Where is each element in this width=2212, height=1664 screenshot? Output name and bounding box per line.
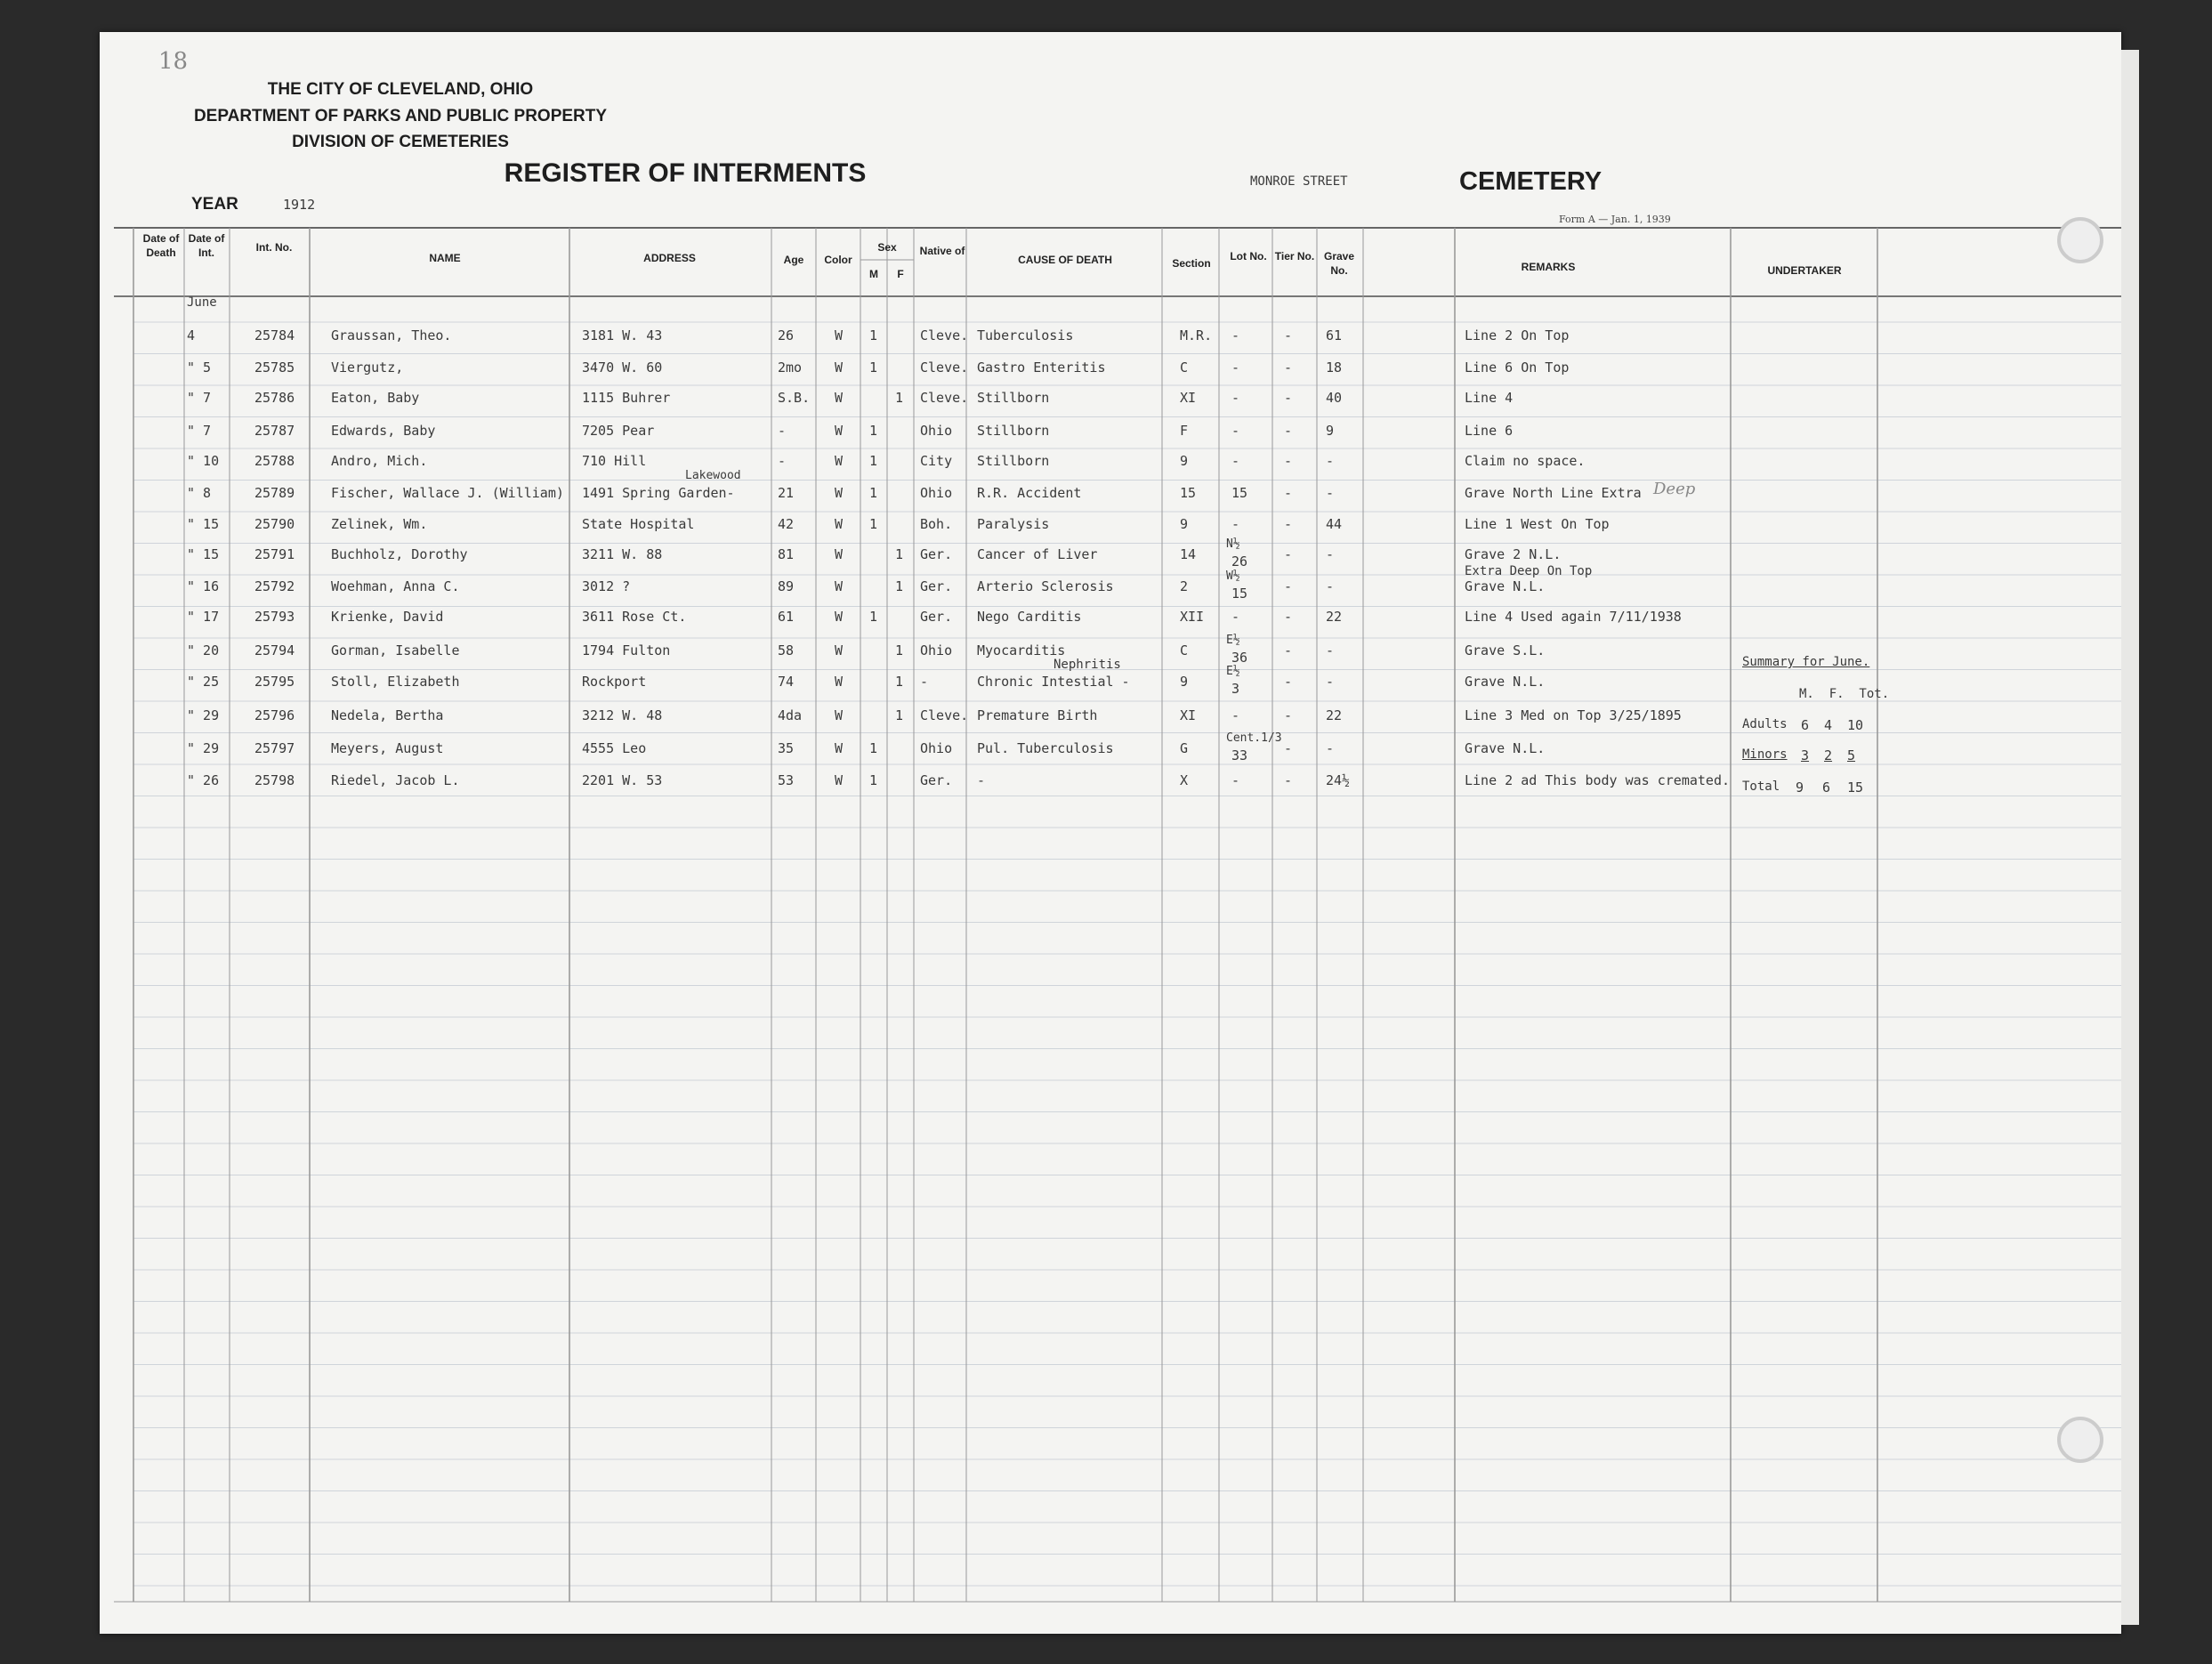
cell-grave: - [1326,485,1335,501]
cell-name: Graussan, Theo. [331,327,452,343]
cell-color: W [835,772,844,788]
cell-int-no: 25792 [254,578,295,594]
cell-remarks: Grave N.L. [1465,740,1546,756]
cell-name: Zelinek, Wm. [331,516,428,532]
cell-tier: - [1284,609,1293,625]
cell-f: 1 [895,546,904,562]
cell-lot: 26 [1231,553,1248,569]
cell-date-int: " 29 [187,740,220,756]
cell-section: X [1180,772,1189,788]
cell-native: Ohio [920,740,953,756]
cell-date-int: " 10 [187,453,220,469]
summary-minors-m: 3 [1801,747,1810,763]
cemetery-name: MONROE STREET [1250,174,1348,189]
cell-cause: Arterio Sclerosis [977,578,1114,594]
cell-int-no: 25789 [254,485,295,501]
cell-color: W [835,740,844,756]
cell-date-int: " 17 [187,609,220,625]
cell-date-int: " 26 [187,772,220,788]
cell-age: 81 [778,546,795,562]
cell-lot-frac: E½ [1226,665,1240,678]
cell-name: Eaton, Baby [331,390,420,406]
cell-m: 1 [869,740,878,756]
cell-m: 1 [869,327,878,343]
binder-ring-bottom [2057,1417,2103,1463]
cell-date-int: " 25 [187,674,220,690]
cell-lot-frac: Cent.1/3 [1226,731,1282,745]
cell-remarks: Grave 2 N.L. [1465,546,1562,562]
cell-age: 35 [778,740,795,756]
cell-remarks: Line 3 Med on Top 3/25/1895 [1465,707,1682,723]
cell-address: 3611 Rose Ct. [582,609,687,625]
cell-name: Stoll, Elizabeth [331,674,460,690]
cell-grave: - [1326,674,1335,690]
month-label: June [187,295,217,310]
cell-m: 1 [869,359,878,376]
cell-cause: Myocarditis [977,642,1066,658]
cell-lot: - [1231,327,1240,343]
cell-cause: Tuberculosis [977,327,1074,343]
cell-tier: - [1284,390,1293,406]
cell-m: 1 [869,772,878,788]
cell-cause: Premature Birth [977,707,1098,723]
cell-color: W [835,642,844,658]
col-color: Color [824,254,852,266]
cell-remarks: Grave N.L. [1465,578,1546,594]
cell-int-no: 25795 [254,674,295,690]
cell-cause: Stillborn [977,453,1050,469]
year-value: 1912 [283,197,316,213]
cell-f: 1 [895,642,904,658]
col-cause: CAUSE OF DEATH [1018,254,1112,266]
col-native: Native of [919,245,965,257]
cell-grave: - [1326,546,1335,562]
binder-ring-top [2057,217,2103,263]
cell-lot: - [1231,359,1240,376]
cell-native: Cleve. [920,390,969,406]
cell-remarks: Line 6 On Top [1465,359,1570,376]
cell-remarks: Line 1 West On Top [1465,516,1610,532]
cell-grave: 61 [1326,327,1343,343]
cell-name: Woehman, Anna C. [331,578,460,594]
cell-age: 89 [778,578,795,594]
cell-native: Ohio [920,423,953,439]
cell-lot: 15 [1231,485,1248,501]
cell-native: Cleve. [920,707,969,723]
cell-tier: - [1284,453,1293,469]
cell-address: 3212 W. 48 [582,707,663,723]
col-sex-m: M [869,268,878,280]
cell-cause: - [977,772,986,788]
cell-native: Ger. [920,772,953,788]
col-sex-f: F [897,268,904,280]
cell-section: 9 [1180,453,1189,469]
cell-name: Riedel, Jacob L. [331,772,460,788]
cell-cause: R.R. Accident [977,485,1082,501]
col-remarks: REMARKS [1521,261,1576,273]
cell-date-int: " 5 [187,359,212,376]
cell-cause-note: Nephritis [1054,658,1121,672]
cell-age: 26 [778,327,795,343]
cell-tier: - [1284,740,1293,756]
col-date-death: Date of Death [142,232,180,259]
cell-remarks: Line 4 Used again 7/11/1938 [1465,609,1682,625]
cell-name: Buchholz, Dorothy [331,546,468,562]
summary-adults-t: 10 [1847,717,1864,733]
division-title: DIVISION OF CEMETERIES [292,133,509,151]
col-grave: Grave No. [1323,250,1355,277]
cell-remarks-extra: Extra Deep On Top [1465,564,1593,578]
col-lot: Lot No. [1230,250,1267,263]
cell-native: Ger. [920,609,953,625]
cell-age: 61 [778,609,795,625]
cell-tier: - [1284,516,1293,532]
cell-lot: - [1231,772,1240,788]
cell-f: 1 [895,707,904,723]
cell-lot: 15 [1231,586,1248,602]
cell-int-no: 25793 [254,609,295,625]
cell-lot: - [1231,390,1240,406]
cell-name: Nedela, Bertha [331,707,444,723]
cell-address-note: Lakewood [685,469,741,482]
cell-section: XII [1180,609,1205,625]
cell-grave: - [1326,740,1335,756]
cell-age: 21 [778,485,795,501]
cell-cause: Stillborn [977,390,1050,406]
cell-lot: - [1231,423,1240,439]
cell-remarks: Line 2 ad This body was cremated. [1465,772,1731,788]
cell-color: W [835,546,844,562]
cell-m: 1 [869,516,878,532]
cell-age: 74 [778,674,795,690]
summary-heads: M. F. Tot. [1799,687,1890,701]
cell-section: XI [1180,707,1197,723]
cell-m: 1 [869,453,878,469]
summary-adults-m: 6 [1801,717,1810,733]
cell-name: Fischer, Wallace J. (William) [331,485,564,501]
cell-tier: - [1284,578,1293,594]
cell-age: 42 [778,516,795,532]
cell-cause: Cancer of Liver [977,546,1098,562]
cell-grave: 40 [1326,390,1343,406]
cell-age: 53 [778,772,795,788]
cell-address: 3181 W. 43 [582,327,663,343]
city-title: THE CITY OF CLEVELAND, OHIO [267,80,534,99]
cell-int-no: 25785 [254,359,295,376]
cell-color: W [835,674,844,690]
cell-cause: Nego Carditis [977,609,1082,625]
cell-address: 1794 Fulton [582,642,671,658]
cell-section: 2 [1180,578,1189,594]
cell-grave: 22 [1326,609,1343,625]
cell-date-int: " 7 [187,423,212,439]
cell-name: Meyers, August [331,740,444,756]
cell-date-int: " 7 [187,390,212,406]
cell-name: Krienke, David [331,609,444,625]
cell-color: W [835,359,844,376]
cell-m: 1 [869,423,878,439]
cell-tier: - [1284,772,1293,788]
cell-address: 1115 Buhrer [582,390,671,406]
summary-minors-f: 2 [1824,747,1833,763]
cell-remarks: Grave S.L. [1465,642,1546,658]
summary-adults-f: 4 [1824,717,1833,733]
summary-total-m: 9 [1796,779,1804,796]
cell-grave: - [1326,453,1335,469]
cell-lot: 36 [1231,650,1248,666]
cell-tier: - [1284,327,1293,343]
cell-cause: Paralysis [977,516,1050,532]
cell-int-no: 25784 [254,327,295,343]
cell-f: 1 [895,578,904,594]
cell-address: 710 Hill [582,453,647,469]
cell-address: 1491 Spring Garden- [582,485,735,501]
cell-color: W [835,423,844,439]
cell-color: W [835,453,844,469]
cell-cause: Chronic Intestial - [977,674,1130,690]
cell-remarks: Grave North Line Extra [1465,485,1642,501]
cell-color: W [835,516,844,532]
col-tier: Tier No. [1274,250,1315,263]
cell-address: Rockport [582,674,647,690]
cell-f: 1 [895,390,904,406]
cell-native: Ger. [920,578,953,594]
col-sex: Sex [877,241,897,254]
cell-grave: 22 [1326,707,1343,723]
cell-cause: Gastro Enteritis [977,359,1106,376]
cell-m: 1 [869,609,878,625]
register-title: REGISTER OF INTERMENTS [504,158,867,188]
cell-int-no: 25794 [254,642,295,658]
cell-remarks: Line 4 [1465,390,1514,406]
cell-int-no: 25797 [254,740,295,756]
summary-total-label: Total [1742,779,1780,794]
cell-age: - [778,453,787,469]
cell-m: 1 [869,485,878,501]
cell-native: Ger. [920,546,953,562]
cell-tier: - [1284,674,1293,690]
col-int-no: Int. No. [255,241,293,254]
cell-color: W [835,390,844,406]
cell-date-int: " 15 [187,516,220,532]
cell-native: Cleve. [920,359,969,376]
cell-date-int: " 16 [187,578,220,594]
page-number: 18 [158,48,189,75]
summary-total-f: 6 [1822,779,1831,796]
cell-int-no: 25791 [254,546,295,562]
cell-lot: - [1231,516,1240,532]
cell-address: 3012 ? [582,578,631,594]
cell-f: 1 [895,674,904,690]
cell-int-no: 25790 [254,516,295,532]
cell-section: 9 [1180,516,1189,532]
cell-native: Ohio [920,642,953,658]
cell-remarks: Grave N.L. [1465,674,1546,690]
cell-age: 58 [778,642,795,658]
cell-date-int: " 8 [187,485,212,501]
col-address: ADDRESS [643,252,696,264]
cell-address: 7205 Pear [582,423,655,439]
cell-tier: - [1284,546,1293,562]
cell-int-no: 25796 [254,707,295,723]
cell-color: W [835,485,844,501]
cell-section: C [1180,359,1189,376]
cell-int-no: 25786 [254,390,295,406]
year-label: YEAR [191,195,238,214]
cell-grave: - [1326,642,1335,658]
cell-address: 3211 W. 88 [582,546,663,562]
cell-name: Viergutz, [331,359,404,376]
summary-minors-t: 5 [1847,747,1856,763]
cell-address: 2201 W. 53 [582,772,663,788]
cell-lot-frac: N½ [1226,537,1240,551]
cell-native: City [920,453,953,469]
col-undertaker: UNDERTAKER [1767,264,1842,277]
cell-tier: - [1284,423,1293,439]
cell-int-no: 25788 [254,453,295,469]
cell-cause: Pul. Tuberculosis [977,740,1114,756]
cell-lot: 33 [1231,747,1248,763]
cell-date-int: " 15 [187,546,220,562]
cell-age: S.B. [778,390,811,406]
cell-remarks: Line 2 On Top [1465,327,1570,343]
cell-section: C [1180,642,1189,658]
cell-grave: 44 [1326,516,1343,532]
cell-name: Edwards, Baby [331,423,436,439]
cell-section: 15 [1180,485,1197,501]
cell-tier: - [1284,485,1293,501]
department-title: DEPARTMENT OF PARKS AND PUBLIC PROPERTY [193,107,608,125]
cell-int-no: 25798 [254,772,295,788]
cell-int-no: 25787 [254,423,295,439]
summary-total-t: 15 [1847,779,1864,796]
col-date-int: Date of Int. [188,232,225,259]
cell-tier: - [1284,707,1293,723]
cell-age: 2mo [778,359,803,376]
cell-section: 14 [1180,546,1197,562]
cell-section: F [1180,423,1189,439]
cell-tier: - [1284,642,1293,658]
cell-section: 9 [1180,674,1189,690]
cell-date-int: " 29 [187,707,220,723]
cell-native: Cleve. [920,327,969,343]
cell-native: Boh. [920,516,953,532]
col-age: Age [783,254,804,266]
cell-name: Gorman, Isabelle [331,642,460,658]
cell-color: W [835,609,844,625]
cell-section: XI [1180,390,1197,406]
cell-grave: 24½ [1326,772,1351,788]
cell-grave: 18 [1326,359,1343,376]
cell-native: Ohio [920,485,953,501]
cell-lot: - [1231,453,1240,469]
cell-lot: - [1231,707,1240,723]
cell-date-int: " 20 [187,642,220,658]
cell-remarks: Line 6 [1465,423,1514,439]
cell-age: 4da [778,707,803,723]
cell-address: 3470 W. 60 [582,359,663,376]
cell-address: 4555 Leo [582,740,647,756]
cell-lot-frac: W½ [1226,569,1240,583]
cell-section: M.R. [1180,327,1213,343]
cell-tier: - [1284,359,1293,376]
cell-lot: 3 [1231,681,1240,697]
cell-section: G [1180,740,1189,756]
cell-remarks: Claim no space. [1465,453,1586,469]
cell-remarks-hand: Deep [1653,480,1696,498]
col-section: Section [1172,257,1211,270]
cell-grave: 9 [1326,423,1335,439]
cell-age: - [778,423,787,439]
cell-grave: - [1326,578,1335,594]
summary-minors-label: Minors [1742,747,1788,762]
cell-lot-frac: E½ [1226,634,1240,647]
cemetery-label: CEMETERY [1459,167,1602,196]
cell-lot: - [1231,609,1240,625]
cell-cause: Stillborn [977,423,1050,439]
cell-name: Andro, Mich. [331,453,428,469]
cell-date-int: 4 [187,327,196,343]
col-name: NAME [429,252,461,264]
cell-color: W [835,578,844,594]
summary-adults-label: Adults [1742,717,1788,731]
cell-native: - [920,674,929,690]
form-note: Form A — Jan. 1, 1939 [1559,214,1671,225]
cell-address: State Hospital [582,516,695,532]
cell-color: W [835,707,844,723]
cell-color: W [835,327,844,343]
summary-title: Summary for June. [1742,655,1870,669]
